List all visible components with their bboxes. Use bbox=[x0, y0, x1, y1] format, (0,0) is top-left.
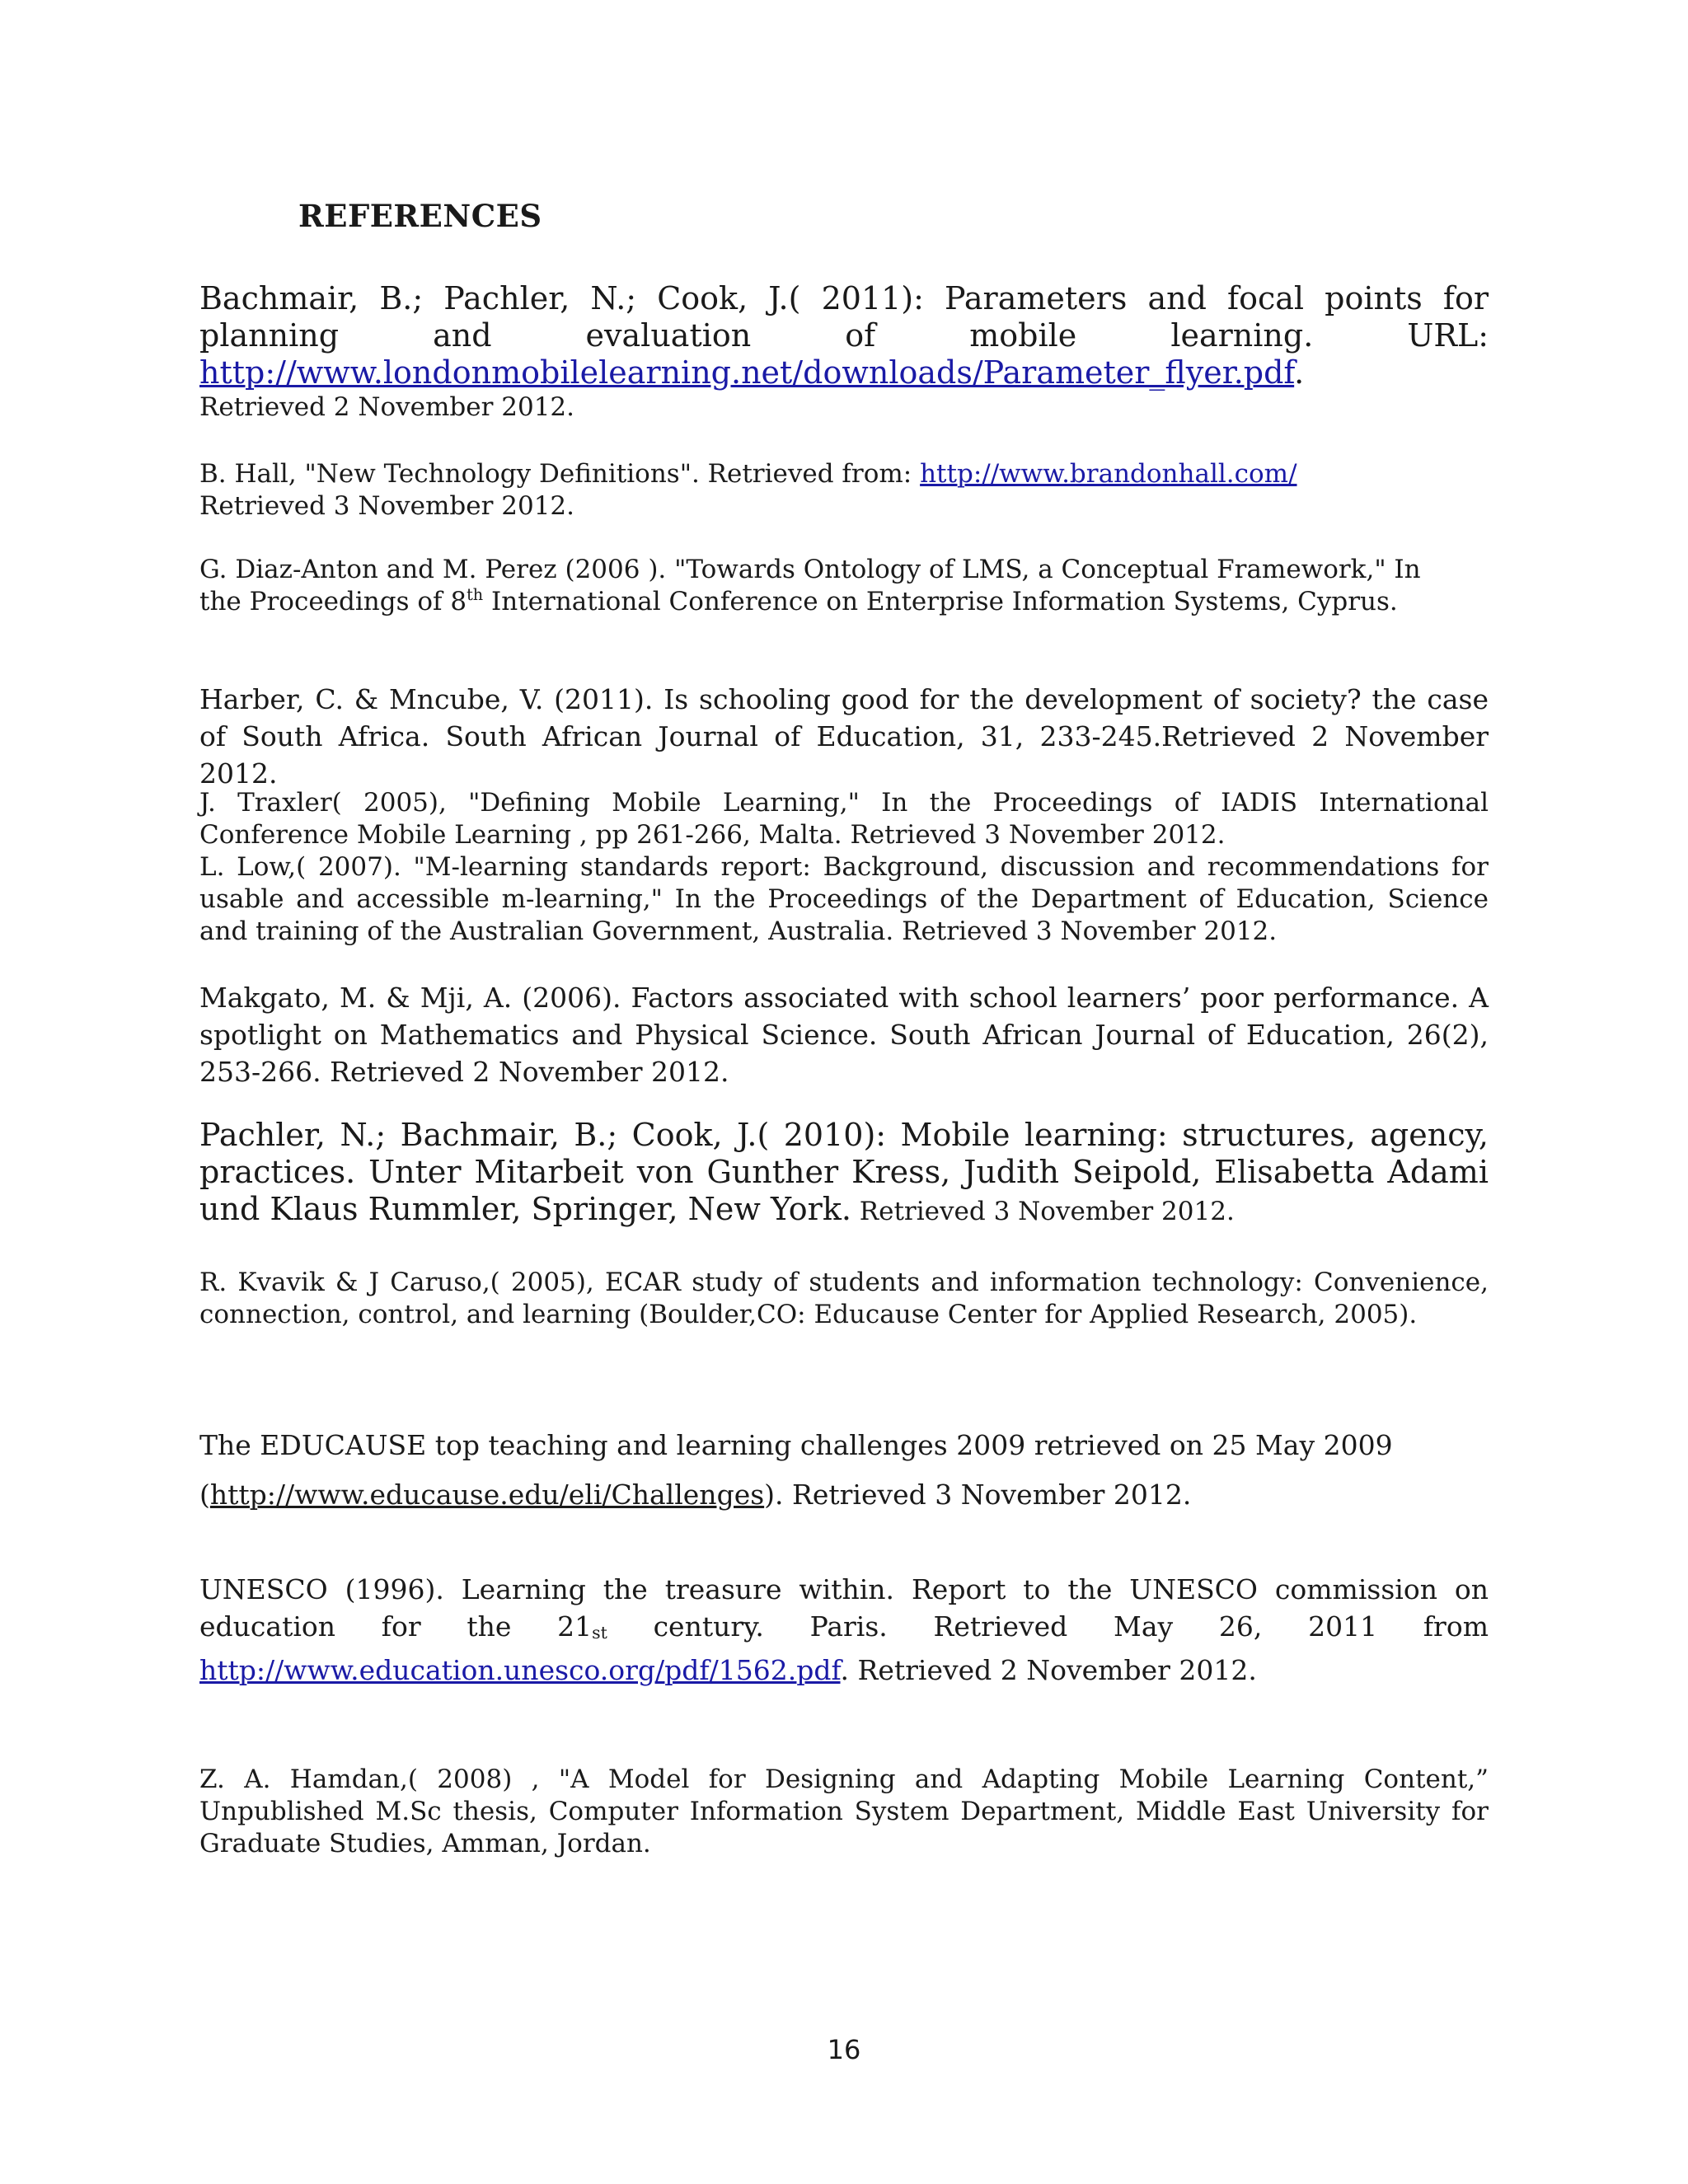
reference-kvavik-2005: R. Kvavik & J Caruso,( 2005), ECAR study of students and information technology: Convenience, connection, control, and learning (Boulder,CO: Educause Center for Applied Research, 2005). bbox=[199, 1268, 1489, 1329]
reference-traxler-2005: J. Traxler( 2005), "Defining Mobile Learning," In the Proceedings of IADIS International Conference Mobile Learning , pp 261-266, Malta. Retrieved 3 November 2012. bbox=[199, 788, 1489, 850]
parameter-flyer-link[interactable]: http://www.londonmobilelearning.net/downloads/Parameter_flyer.pdf bbox=[199, 354, 1295, 391]
unesco-pdf-link[interactable]: http://www.education.unesco.org/pdf/1562.pdf bbox=[199, 1654, 841, 1686]
retrieved-date: Retrieved 3 November 2012. bbox=[851, 1197, 1235, 1226]
reference-text: G. Diaz-Anton and M. Perez (2006 ). "Towards Ontology of LMS, a Conceptual Framework," In bbox=[199, 555, 1421, 584]
retrieved-date: Retrieved 3 November 2012. bbox=[199, 491, 575, 521]
reference-hamdan-2008: Z. A. Hamdan,( 2008) , "A Model for Designing and Adapting Mobile Learning Content,” Unpublished M.Sc thesis, Computer Information System Department, Middle East University for Graduate Studies, Amman, Jordan. bbox=[199, 1765, 1489, 1858]
reference-text: UNESCO (1996). Learning the treasure within. Report to the UNESCO commission on bbox=[199, 1573, 1489, 1605]
subscript: st bbox=[592, 1623, 607, 1643]
reference-low-2007: L. Low,( 2007). "M-learning standards report: Background, discussion and recommendations for usable and accessible m-learning," In the Proceedings of the Department of Education, Science and training of the Australian Government, Australia. Retrieved 3 November 2012. bbox=[199, 852, 1489, 946]
reference-text: Bachmair, B.; Pachler, N.; Cook, J.( 2011): Parameters and focal points for bbox=[199, 280, 1489, 316]
reference-link-line: (http://www.educause.edu/eli/Challenges). Retrieved 3 November 2012. bbox=[199, 1479, 1192, 1511]
retrieved-date: Retrieved 2 November 2012. bbox=[199, 392, 575, 422]
reference-text: Pachler, N.; Bachmair, B.; Cook, J.( 2010): Mobile learning: structures, agency, practices. Unter Mitarbeit von Gunther Kress, Judith Seipold, Elisabetta Adami und Klaus Rummler, Springer, New York. bbox=[199, 1117, 1489, 1227]
reference-makgato-2006: Makgato, M. & Mji, A. (2006). Factors associated with school learners’ poor performance. A spotlight on Mathematics and Physical Science. South African Journal of Education, 26(2), 253-266. Retrieved 2 November 2012. bbox=[199, 982, 1489, 1088]
reference-text: education for the 21st century. Paris. Retrieved May 26, 2011 from bbox=[199, 1610, 1489, 1643]
reference-pachler-2010 bbox=[199, 1117, 1489, 1228]
reference-bachmair-2011 bbox=[199, 280, 1489, 424]
reference-link-line bbox=[199, 354, 1489, 391]
page-number: 16 bbox=[827, 2034, 861, 2065]
reference-diaz-anton-2006 bbox=[199, 554, 1489, 618]
reference-text: the Proceedings of 8th International Conference on Enterprise Information Systems, Cyprus. bbox=[199, 585, 1398, 616]
reference-educause-2009 bbox=[199, 1421, 1489, 1520]
educause-challenges-link[interactable]: http://www.educause.edu/eli/Challenges bbox=[209, 1479, 765, 1511]
reference-hall bbox=[199, 458, 1489, 523]
brandonhall-link[interactable]: http://www.brandonhall.com/ bbox=[920, 459, 1297, 489]
reference-text: B. Hall, "New Technology Definitions". Retrieved from: bbox=[199, 459, 921, 489]
reference-text: The EDUCAUSE top teaching and learning challenges 2009 retrieved on 25 May 2009 bbox=[199, 1429, 1393, 1461]
references-heading: REFERENCES bbox=[298, 198, 542, 234]
reference-text: . bbox=[1294, 354, 1305, 391]
reference-text: planning and evaluation of mobile learning. URL: bbox=[199, 317, 1489, 354]
reference-link-line bbox=[199, 458, 1489, 490]
reference-harber-2011: Harber, C. & Mncube, V. (2011). Is schooling good for the development of society? the case of South Africa. South African Journal of Education, 31, 233-245.Retrieved 2 November 2012. bbox=[199, 683, 1489, 790]
superscript: th bbox=[467, 585, 484, 604]
reference-unesco-1996 bbox=[199, 1571, 1489, 1689]
reference-link-line: http://www.education.unesco.org/pdf/1562.pdf. Retrieved 2 November 2012. bbox=[199, 1654, 1257, 1686]
